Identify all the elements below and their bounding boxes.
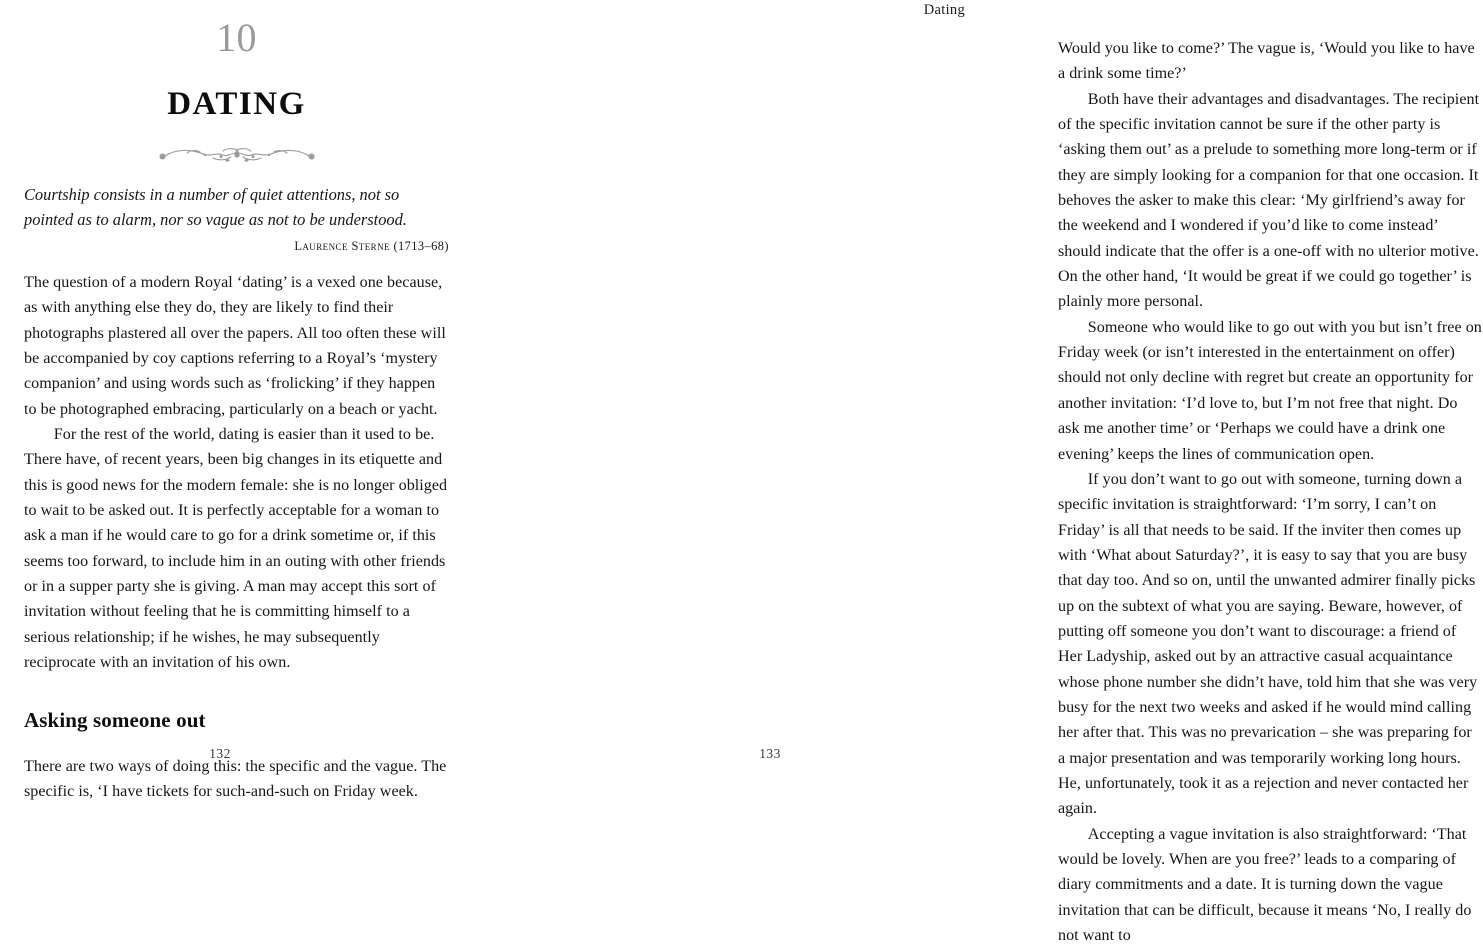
- right-text-column: [1058, 36, 1483, 948]
- page-number: 133: [759, 746, 781, 761]
- chapter-number: 10: [216, 15, 257, 60]
- body-paragraph: Someone who would like to go out with you but isn’t free on Friday week (or isn’t interested in the entertainment on offer) should not only decline with regret but create an opportunity for another invitation: ‘I’d love to, but I’m not free that night. Do ask me another time’ or ‘Perhaps we could have a drink one evening’ keeps the lines of communication open.: [1058, 318, 1482, 463]
- epigraph-text: Courtship consists in a number of quiet attentions, not so pointed as to alarm, nor so vague as not to be understood.: [24, 185, 407, 229]
- body-paragraph: Would you like to come?’ The vague is, ‘Would you like to have a drink some time?’: [1058, 40, 1475, 83]
- floral-flourish-ornament: [24, 145, 449, 165]
- epigraph: [24, 183, 449, 254]
- body-paragraph: If you don’t want to go out with someone, turning down a specific invitation is straightforward: ‘I’m sorry, I can’t on Friday’ is all that needs to be said. If the inviter then comes up with ‘What about Saturday?’, it is easy to say that you are busy that day too. And so on, until the unwanted admirer finally picks up on the subtext of what you are saying. Beware, however, of putting off someone you don’t want to discourage: a friend of Her Ladyship, asked out by an attractive casual acquaintance whose phone number she didn’t have, told him that she was very busy for the next two weeks and asked if he would mind calling her after that. This was no prevarication – she was preparing for a major presentation and was temporarily working long hours. He, unfortunately, took it as a rejection and never contacted her again.: [1058, 470, 1478, 818]
- chapter-title: DATING: [167, 86, 306, 122]
- spacer: [24, 676, 449, 708]
- body-paragraph: For the rest of the world, dating is easier than it used to be. There have, of recent years, been big changes in its etiquette and this is good news for the modern female: she is no longer obliged to wait to be asked out. It is perfectly acceptable for a woman to ask a man if he would care to go for a drink sometime or, if this seems too forward, to include him in an outing with other friends or in a supper party she is giving. A man may accept this sort of invitation without feeling that he is committing himself to a serious relationship; if he wishes, he may subsequently reciprocate with an invitation of his own.: [24, 426, 448, 672]
- body-paragraph: Both have their advantages and disadvantages. The recipient of the specific invitation cannot be sure if the other party is ‘asking them out’ as a prelude to something more long-term or if they are simply looking for a companion for that one occasion. It behoves the asker to make this clear: ‘My girlfriend’s away for the weekend and I wondered if you’d like to come instead’ should indicate that the offer is a one-off with no ulterior motive. On the other hand, ‘It would be great if we could go together’ is plainly more personal.: [1058, 90, 1480, 311]
- page-left: [0, 0, 500, 800]
- chapter-opener: [24, 15, 449, 165]
- page-right: [500, 0, 1482, 945]
- page-number: 132: [209, 746, 231, 761]
- left-text-column: [24, 270, 449, 804]
- running-head: Dating: [923, 2, 965, 18]
- section-subheading: Asking someone out: [24, 707, 206, 732]
- body-paragraph: The question of a modern Royal ‘dating’ is a vexed one because, as with anything else they do, they are likely to find their photographs plastered all over the papers. All too often these will be accompanied by coy captions referring to a Royal’s ‘mystery companion’ and using words such as ‘frolicking’ if they happen to be photographed embracing, particularly on a beach or yacht.: [24, 274, 446, 418]
- epigraph-attribution: Laurence Sterne (1713–68): [294, 239, 449, 253]
- body-paragraph: Accepting a vague invitation is also straightforward: ‘That would be lovely. When are you free?’ leads to a comparing of diary commitments and a date. It is turning down the vague invitation that can be difficult, because it means ‘No, I really do not want to: [1058, 825, 1472, 945]
- body-paragraph: There are two ways of doing this: the specific and the vague. The specific is, ‘I have tickets for such-and-such on Friday week.: [24, 757, 447, 800]
